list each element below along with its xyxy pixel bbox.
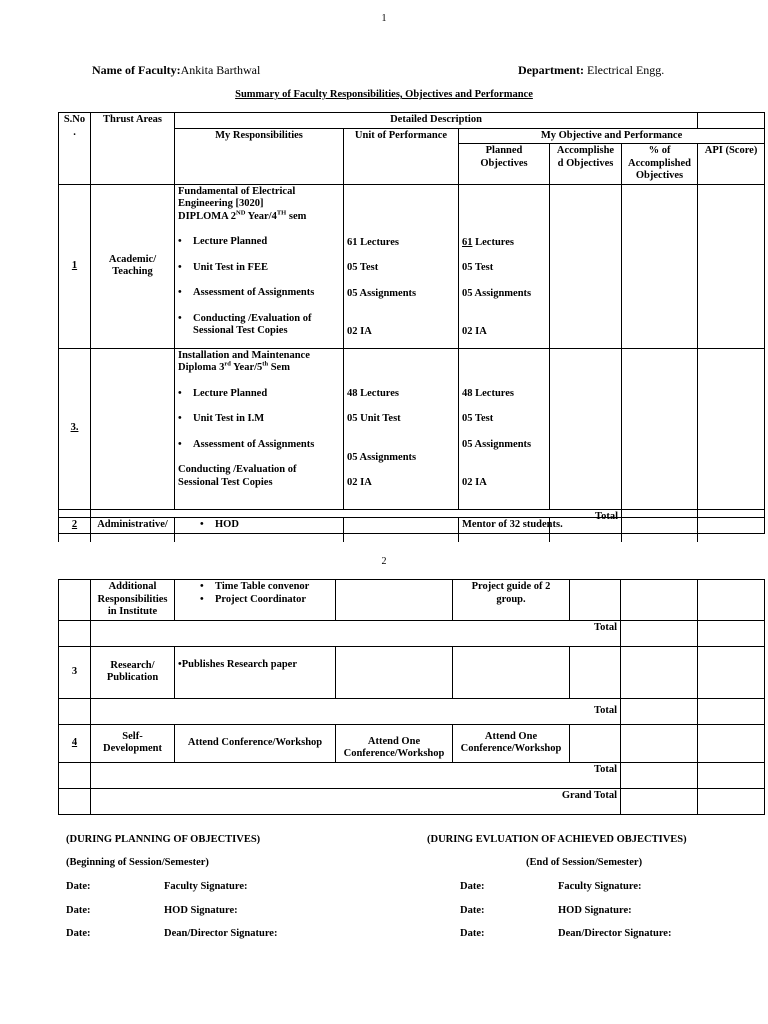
dean-signature-label: Dean/Director Signature: [558,928,672,939]
row-api [698,184,765,348]
header-unit-of-performance: Unit of Performance [344,128,459,184]
faculty-name-line [92,63,260,78]
row-accomplished [550,348,622,509]
header-my-objective: My Objective and Performance [459,128,765,144]
table-row [59,580,765,621]
date-label: Date: [460,905,485,916]
table-row [59,517,765,542]
page-number-1: 1 [381,13,387,24]
total-label: Total [91,509,622,533]
evaluation-subheading: (End of Session/Semester) [526,857,643,868]
row-planned: Mentor of 32 students. [459,517,550,542]
row-sno: 1 [59,184,91,348]
hod-signature-label: HOD Signature: [558,905,632,916]
page-title: Summary of Faculty Responsibilities, Objectives and Performance [235,89,533,100]
row-thrust-area: Research/ Publication [91,646,175,698]
row-sno: 3 [59,646,91,698]
row-percent [622,348,698,509]
faculty-label: Name of Faculty: [92,63,181,77]
faculty-name: Ankita Barthwal [180,63,261,77]
total-label: Total [91,620,621,646]
responsibilities-table-continued [58,579,765,815]
department-line [518,63,664,78]
evaluation-heading: (DURING EVLUATION OF ACHIEVED OBJECTIVES) [427,834,687,845]
responsibilities-table [58,112,765,534]
header-empty-cell [698,113,765,129]
department-label: Department: [518,63,584,77]
row-thrust-area: Self-Development [91,724,175,762]
row-sno: 3. [59,348,91,509]
date-label: Date: [460,881,485,892]
total-row [59,620,765,646]
date-label: Date: [66,928,91,939]
row-planned: Project guide of 2 group. [453,580,570,621]
department-name: Electrical Engg. [586,63,665,77]
header-accomplished: Accomplishe d Objectives [550,144,622,185]
header-detailed-description: Detailed Description [175,113,698,129]
row-responsibilities: • Time Table convenor • Project Coordinator [175,580,336,621]
total-row [59,698,765,724]
row-thrust-area: Academic/ Teaching [91,184,175,348]
row-responsibilities: Attend Conference/Workshop [175,724,336,762]
hod-signature-label: HOD Signature: [164,905,238,916]
total-label: Total [91,762,621,788]
header-thrust-areas: Thrust Areas [91,113,175,185]
row-accomplished [550,184,622,348]
row-api [698,348,765,509]
row-responsibilities: Installation and Maintenance Diploma 3rd Year/5th Sem • Lecture Planned • Unit Test in I.M • Assessment of Assignments Conducting /Evaluation of Sessional Test Copies [175,348,344,509]
total-label: Total [91,698,621,724]
date-label: Date: [460,928,485,939]
row-responsibilities: • HOD [175,517,344,542]
header-my-responsibilities: My Responsibilities [175,128,344,184]
row-responsibilities: •Publishes Research paper [175,646,336,698]
row-sno: 4 [59,724,91,762]
planning-heading: (DURING PLANNING OF OBJECTIVES) [66,834,261,845]
row-thrust-area [91,348,175,509]
row-units: 61 Lectures 05 Test 05 Assignments 02 IA [344,184,459,348]
page-number-2: 2 [381,556,387,567]
total-row [59,762,765,788]
planning-subheading: (Beginning of Session/Semester) [66,857,209,868]
date-label: Date: [66,905,91,916]
table-row [59,724,765,762]
dean-signature-label: Dean/Director Signature: [164,928,278,939]
row-units: 48 Lectures 05 Unit Test 05 Assignments 02 IA [344,348,459,509]
row-responsibilities: Fundamental of Electrical Engineering [3020] DIPLOMA 2ND Year/4TH sem • Lecture Planned • Unit Test in FEE • Assessment of Assignments • Conducting /Evaluation of Sessional Test Copies [175,184,344,348]
row-planned: 61 Lectures 05 Test 05 Assignments 02 IA [459,184,550,348]
date-label: Date: [66,881,91,892]
row-2-continuation [58,505,764,542]
header-api: API (Score) [698,144,765,185]
row-planned: Attend One Conference/Workshop [453,724,570,762]
header-percent: % of Accomplished Objectives [622,144,698,185]
row-units: Attend One Conference/Workshop [336,724,453,762]
row-sno: 2 [59,517,91,542]
row-percent [622,184,698,348]
table-row [59,184,765,348]
header-sno: S.No . [59,113,91,185]
faculty-signature-label: Faculty Signature: [164,881,248,892]
grand-total-label: Grand Total [91,788,621,814]
table-row [59,348,765,509]
row-thrust-area: Administrative/ [91,517,175,542]
header-planned: Planned Objectives [459,144,550,185]
page1-bottom-clip [58,505,764,542]
table-row [59,646,765,698]
faculty-signature-label: Faculty Signature: [558,881,642,892]
grand-total-row [59,788,765,814]
row-thrust-area: Additional Responsibilities in Institute [91,580,175,621]
row-planned: 48 Lectures 05 Test 05 Assignments 02 IA [459,348,550,509]
